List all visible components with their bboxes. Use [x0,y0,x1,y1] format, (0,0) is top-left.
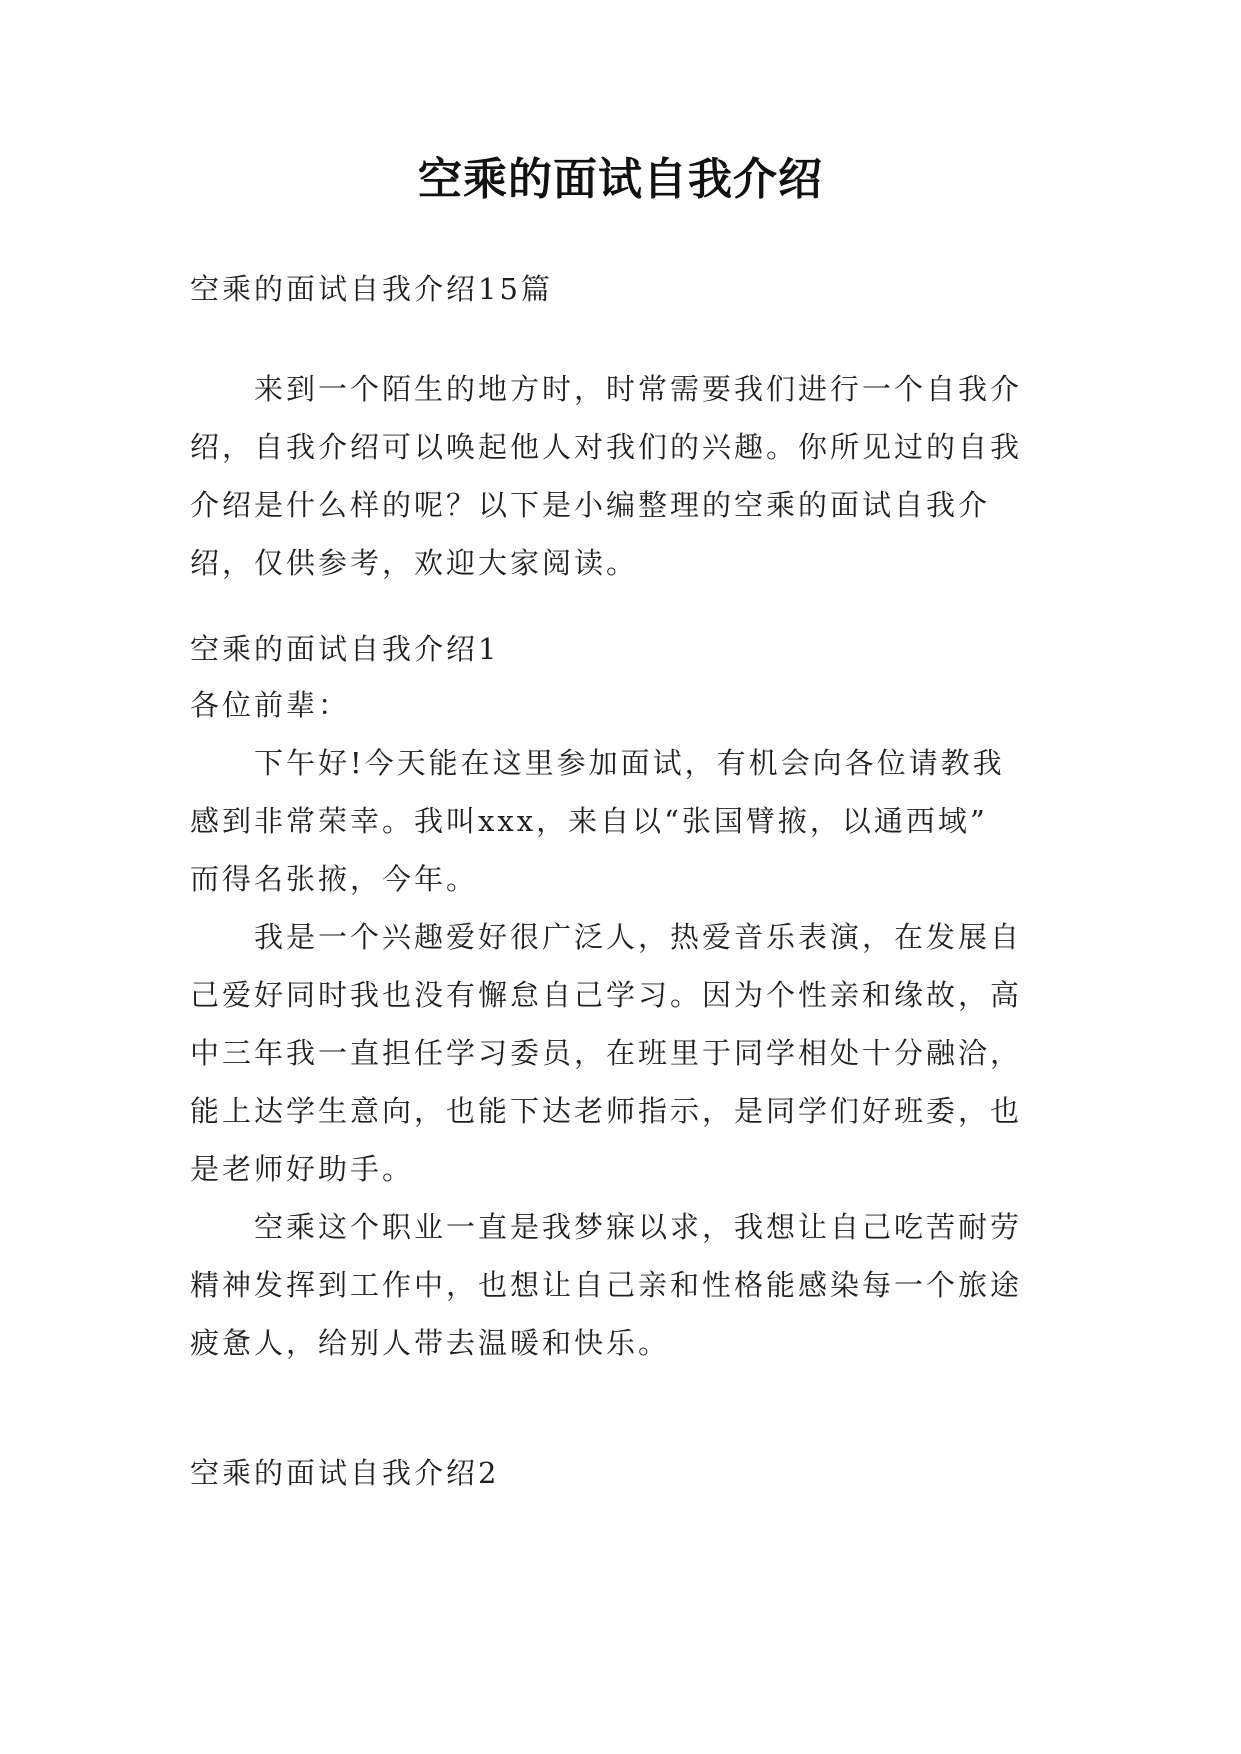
section-1-paragraph-3 [190,1198,1052,1372]
paragraph-line: 下午好!今天能在这里参加面试，有机会向各位请教我 [254,746,1005,780]
section-1-heading: 空乘的面试自我介绍1 [190,632,500,666]
section-1-paragraph-1 [190,734,1052,908]
paragraph-line: 而得名张掖，今年。 [190,862,479,896]
intro-line: 绍，自我介绍可以唤起他人对我们的兴趣。你所见过的自我 [190,430,1023,464]
section-1-greeting: 各位前辈： [190,688,351,722]
paragraph-line: 是老师好助手。 [190,1152,415,1186]
intro-paragraph [190,360,1052,592]
intro-line: 绍，仅供参考，欢迎大家阅读。 [190,546,639,580]
paragraph-line: 感到非常荣幸。我叫xxx，来自以“张国臂掖，以通西域” [190,804,988,838]
paragraph-line: 己爱好同时我也没有懈怠自己学习。因为个性亲和缘故，高 [190,978,1023,1012]
intro-line: 介绍是什么样的呢？以下是小编整理的空乘的面试自我介 [190,488,991,522]
paragraph-line: 疲惫人，给别人带去温暖和快乐。 [190,1326,671,1360]
section-2-heading: 空乘的面试自我介绍2 [190,1456,500,1490]
paragraph-line: 中三年我一直担任学习委员，在班里于同学相处十分融洽， [190,1036,1023,1070]
paragraph-line: 精神发挥到工作中，也想让自己亲和性格能感染每一个旅途 [190,1268,1023,1302]
intro-line: 来到一个陌生的地方时，时常需要我们进行一个自我介 [254,372,1023,406]
paragraph-line: 空乘这个职业一直是我梦寐以求，我想让自己吃苦耐劳 [254,1210,1023,1244]
document-subtitle: 空乘的面试自我介绍15篇 [190,272,553,306]
section-1-paragraph-2 [190,908,1052,1198]
paragraph-line: 能上达学生意向，也能下达老师指示，是同学们好班委，也 [190,1094,1023,1128]
paragraph-line: 我是一个兴趣爱好很广泛人，热爱音乐表演，在发展自 [254,920,1023,954]
document-title: 空乘的面试自我介绍 [418,154,823,205]
